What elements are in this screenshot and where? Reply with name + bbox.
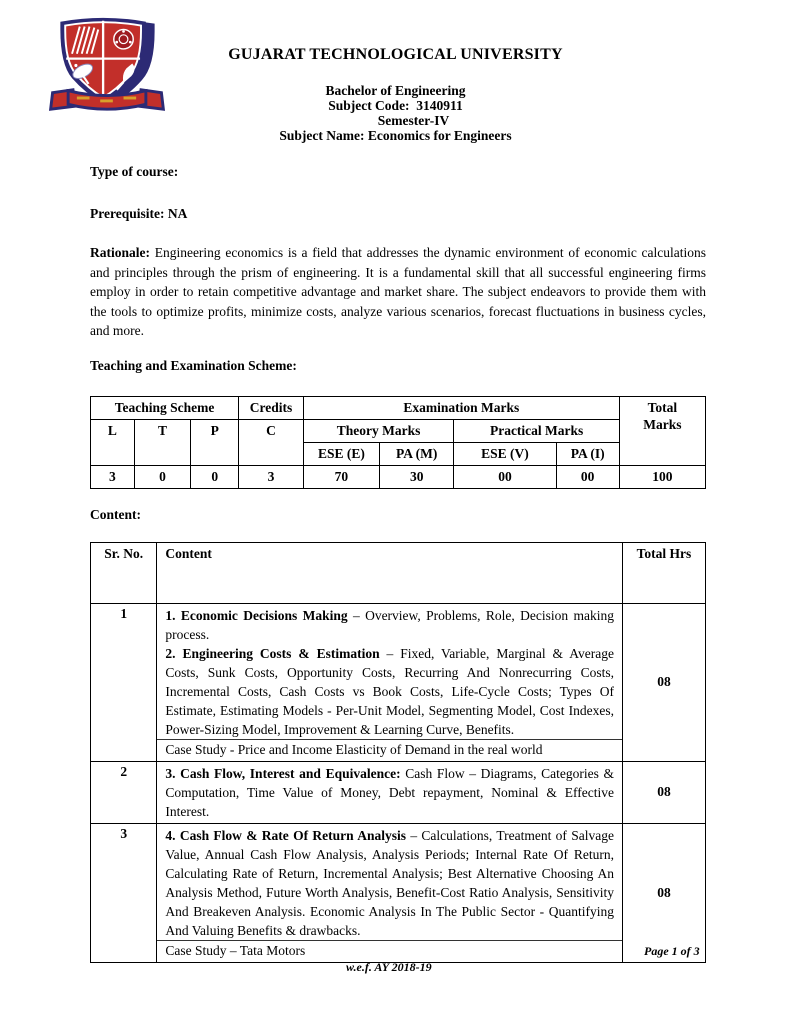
degree-line: Bachelor of Engineering bbox=[325, 83, 466, 98]
case-study-line bbox=[157, 940, 622, 960]
page-number: Page 1 of 3 bbox=[644, 944, 700, 958]
content-cell bbox=[157, 603, 623, 761]
sr-no-cell: 1 bbox=[91, 603, 157, 761]
content-table-body bbox=[91, 603, 706, 962]
content-heading: Content: bbox=[90, 506, 141, 522]
university-logo bbox=[46, 12, 168, 115]
teaching-scheme-heading: Teaching and Examination Scheme: bbox=[90, 357, 297, 373]
l-header: L bbox=[91, 419, 135, 465]
content-line bbox=[165, 644, 614, 739]
topic-title-text: 4. Cash Flow & Rate Of Return Analysis bbox=[165, 827, 407, 843]
ese-v-value: 00 bbox=[454, 465, 556, 488]
teaching-scheme-heading-row bbox=[90, 358, 706, 374]
content-cell bbox=[157, 761, 623, 823]
topic-body-text: Case Study – Tata Motors bbox=[165, 942, 306, 958]
exam-header-row-2 bbox=[91, 419, 706, 442]
t-value: 0 bbox=[134, 465, 191, 488]
content-line bbox=[165, 606, 614, 644]
gtu-crest-icon bbox=[46, 12, 168, 115]
pa-i-value: 00 bbox=[556, 465, 619, 488]
university-title: GUJARAT TECHNOLOGICAL UNIVERSITY bbox=[228, 46, 563, 63]
rationale-label: Rationale: bbox=[90, 245, 150, 260]
content-table bbox=[90, 542, 706, 963]
pa-i-header: PA (I) bbox=[556, 442, 619, 465]
prerequisite-label: Prerequisite: bbox=[90, 206, 165, 221]
teaching-scheme-header: Teaching Scheme bbox=[91, 396, 239, 419]
pa-m-value: 30 bbox=[380, 465, 454, 488]
exam-header-row-1 bbox=[91, 396, 706, 419]
examination-marks-header: Examination Marks bbox=[303, 396, 619, 419]
sr-no-cell: 3 bbox=[91, 823, 157, 962]
p-value: 0 bbox=[191, 465, 239, 488]
c-value: 3 bbox=[239, 465, 304, 488]
topic-title-text: 1. Economic Decisions Making bbox=[165, 607, 348, 623]
prerequisite-row bbox=[90, 206, 706, 222]
content-heading-row bbox=[90, 507, 706, 523]
sr-no-cell: 2 bbox=[91, 761, 157, 823]
t-header: T bbox=[134, 419, 191, 465]
topic-body-text: – Fixed, Variable, Marginal & Average Costs, Sunk Costs, Opportunity Costs, Recurring And Nonrecurring Costs, Incremental Costs, Cash Costs vs Book Costs, Life-Cycle Costs; Types Of Estimate, Estimating Models - Per-Unit Model, Segmenting Model, Cost Indexes, Power-Sizing Model, Improvement & Learning Curve, Benefits. bbox=[165, 645, 614, 737]
topic-title-text: 2. Engineering Costs & Estimation bbox=[165, 645, 380, 661]
content-cell bbox=[157, 823, 623, 962]
topic-body-text: – Calculations, Treatment of Salvage Value, Annual Cash Flow Analysis, Analysis Periods; Internal Rate Of Return, Calculating Rate of Return, Incremental Analysis; Best Alternative Choosing An Analysis Method, Future Worth Analysis, Benefit-Cost Ratio Analysis, Sensitivity And Breakeven Analysis. Economic Analysis In The Public Sector - Quantifying And Valuing Benefits & drawbacks. bbox=[165, 827, 614, 938]
p-header: P bbox=[191, 419, 239, 465]
total-hrs-cell: 08 bbox=[622, 603, 705, 761]
topic-body-text: Case Study - Price and Income Elasticity of Demand in the real world bbox=[165, 741, 543, 757]
content-header-row bbox=[91, 542, 706, 603]
type-of-course-label: Type of course: bbox=[90, 164, 179, 179]
subject-name-line: Subject Name: Economics for Engineers bbox=[279, 128, 512, 143]
topic-body-text: – Overview, Problems, Role, Decision making process. bbox=[165, 607, 614, 642]
total-marks-header: Total Marks bbox=[619, 396, 705, 465]
total-hrs-cell: 08 bbox=[622, 761, 705, 823]
content-line bbox=[165, 826, 614, 940]
case-study-line bbox=[157, 739, 622, 759]
type-of-course-row bbox=[90, 164, 706, 180]
ese-e-value: 70 bbox=[303, 465, 379, 488]
rationale-text: Engineering economics is a field that addresses the dynamic environment of economic calculations and principles through the prism of engineering. It is a fundamental skill that all successful engineering firms employ in order to retain competitive advantage and market share. The subject endeavors to provide them with the tools to optimize profits, minimize costs, analyze various scenarios, forecast fluctuations in business cycles, and more. bbox=[90, 245, 706, 338]
subject-code-line: Subject Code: 3140911 bbox=[328, 98, 463, 113]
theory-marks-header: Theory Marks bbox=[303, 419, 454, 442]
total-marks-value: 100 bbox=[619, 465, 705, 488]
document-body bbox=[0, 164, 791, 963]
total-hrs-header: Total Hrs bbox=[622, 542, 705, 603]
exam-scheme-table bbox=[90, 396, 706, 489]
content-col-header: Content bbox=[157, 542, 623, 603]
content-table-row bbox=[91, 603, 706, 761]
wef-footer-note: w.e.f. AY 2018-19 bbox=[346, 960, 432, 974]
emblem-icon bbox=[114, 29, 133, 48]
ese-v-header: ESE (V) bbox=[454, 442, 556, 465]
content-table-row bbox=[91, 823, 706, 962]
practical-marks-header: Practical Marks bbox=[454, 419, 619, 442]
exam-values-row bbox=[91, 465, 706, 488]
content-line bbox=[165, 764, 614, 821]
sr-no-header: Sr. No. bbox=[91, 542, 157, 603]
rationale-paragraph bbox=[90, 243, 706, 341]
credits-header: Credits bbox=[239, 396, 304, 419]
ese-e-header: ESE (E) bbox=[303, 442, 379, 465]
topic-title-text: 3. Cash Flow, Interest and Equivalence: bbox=[165, 765, 401, 781]
l-value: 3 bbox=[91, 465, 135, 488]
content-table-row bbox=[91, 761, 706, 823]
pa-m-header: PA (M) bbox=[380, 442, 454, 465]
total-hrs-cell: 08 bbox=[622, 823, 705, 962]
semester-line: Semester-IV bbox=[377, 113, 450, 128]
prerequisite-value: NA bbox=[167, 206, 188, 221]
c-header: C bbox=[239, 419, 304, 465]
topic-body-text: Cash Flow – Diagrams, Categories & Computation, Time Value of Money, Debt repayment, Nominal & Effective Interest. bbox=[165, 765, 614, 819]
